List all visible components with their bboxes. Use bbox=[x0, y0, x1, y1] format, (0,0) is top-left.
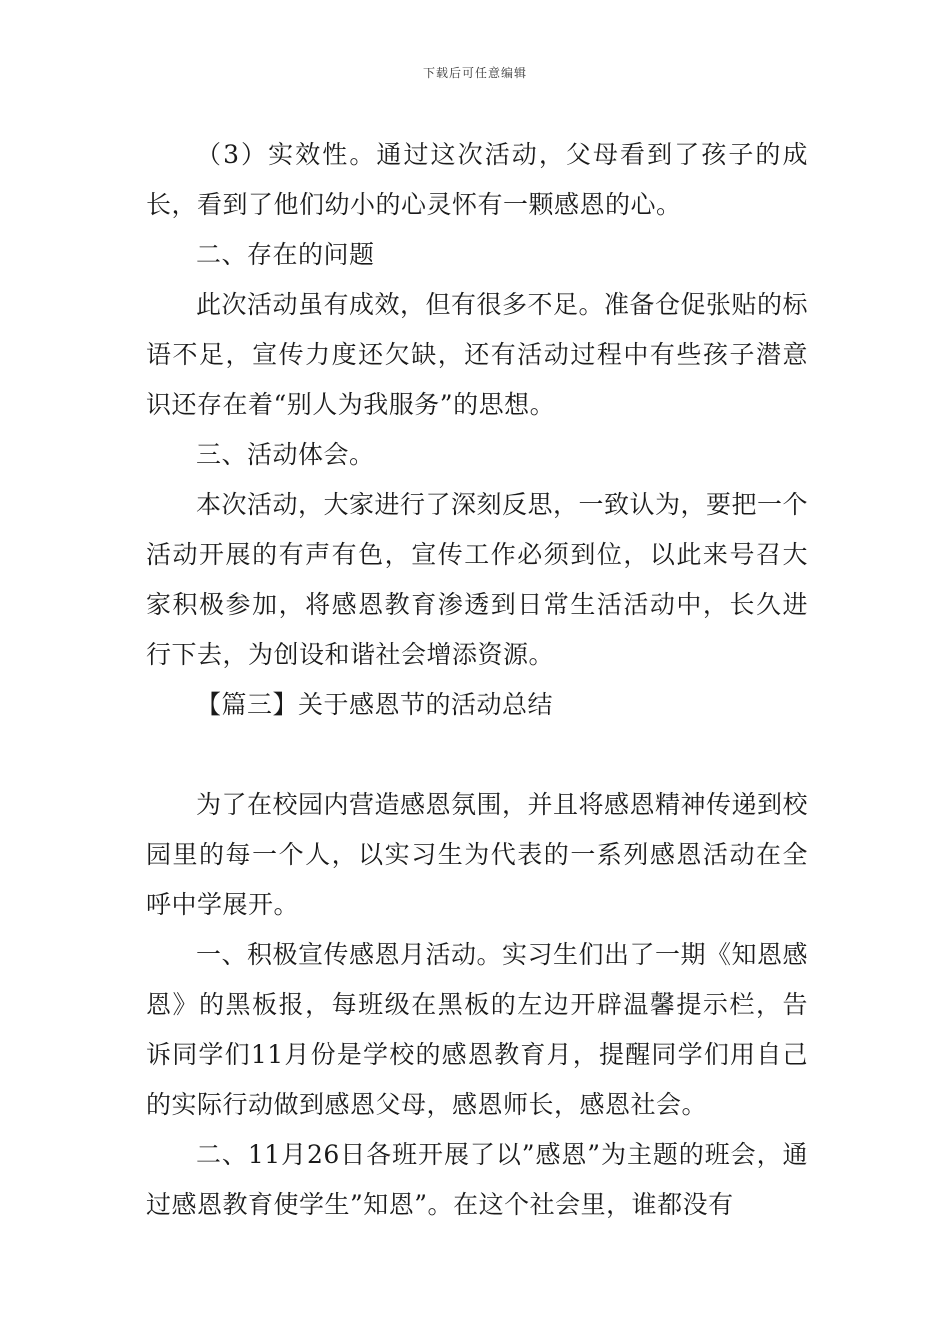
document-body bbox=[146, 130, 808, 1230]
heading-activity-experience: 三、活动体会。 bbox=[196, 440, 375, 469]
paragraph-experience: 本次活动，大家进行了深刻反思，一致认为，要把一个活动开展的有声有色，宣传工作必须到位，以此来号召大家积极参加，将感恩教育渗透到日常生活活动中，长久进行下去，为创设和谐社会增添资源。 bbox=[146, 490, 809, 669]
section-title-part-three: 【篇三】关于感恩节的活动总结 bbox=[196, 690, 554, 719]
paragraph-item-two: 二、11月26日各班开展了以”感恩”为主题的班会，通过感恩教育使学生”知恩”。在这个社会里，谁都没有 bbox=[146, 1140, 808, 1219]
heading-existing-problems: 二、存在的问题 bbox=[196, 240, 375, 269]
paragraph-intro: 为了在校园内营造感恩氛围，并且将感恩精神传递到校园里的每一个人，以实习生为代表的一系列感恩活动在全呼中学展开。 bbox=[146, 790, 809, 919]
paragraph-problems: 此次活动虽有成效，但有很多不足。准备仓促张贴的标语不足，宣传力度还欠缺，还有活动过程中有些孩子潜意识还存在着“别人为我服务”的思想。 bbox=[146, 290, 809, 419]
blank-line bbox=[146, 730, 808, 780]
paragraph-item-one: 一、积极宣传感恩月活动。实习生们出了一期《知恩感恩》的黑板报，每班级在黑板的左边开辟温馨提示栏，告诉同学们11月份是学校的感恩教育月，提醒同学们用自己的实际行动做到感恩父母，感恩师长，感恩社会。 bbox=[146, 940, 809, 1119]
page-header: 下载后可任意编辑 bbox=[422, 66, 527, 80]
paragraph-effectiveness: （3）实效性。通过这次活动，父母看到了孩子的成长，看到了他们幼小的心灵怀有一颗感恩的心。 bbox=[146, 140, 808, 219]
